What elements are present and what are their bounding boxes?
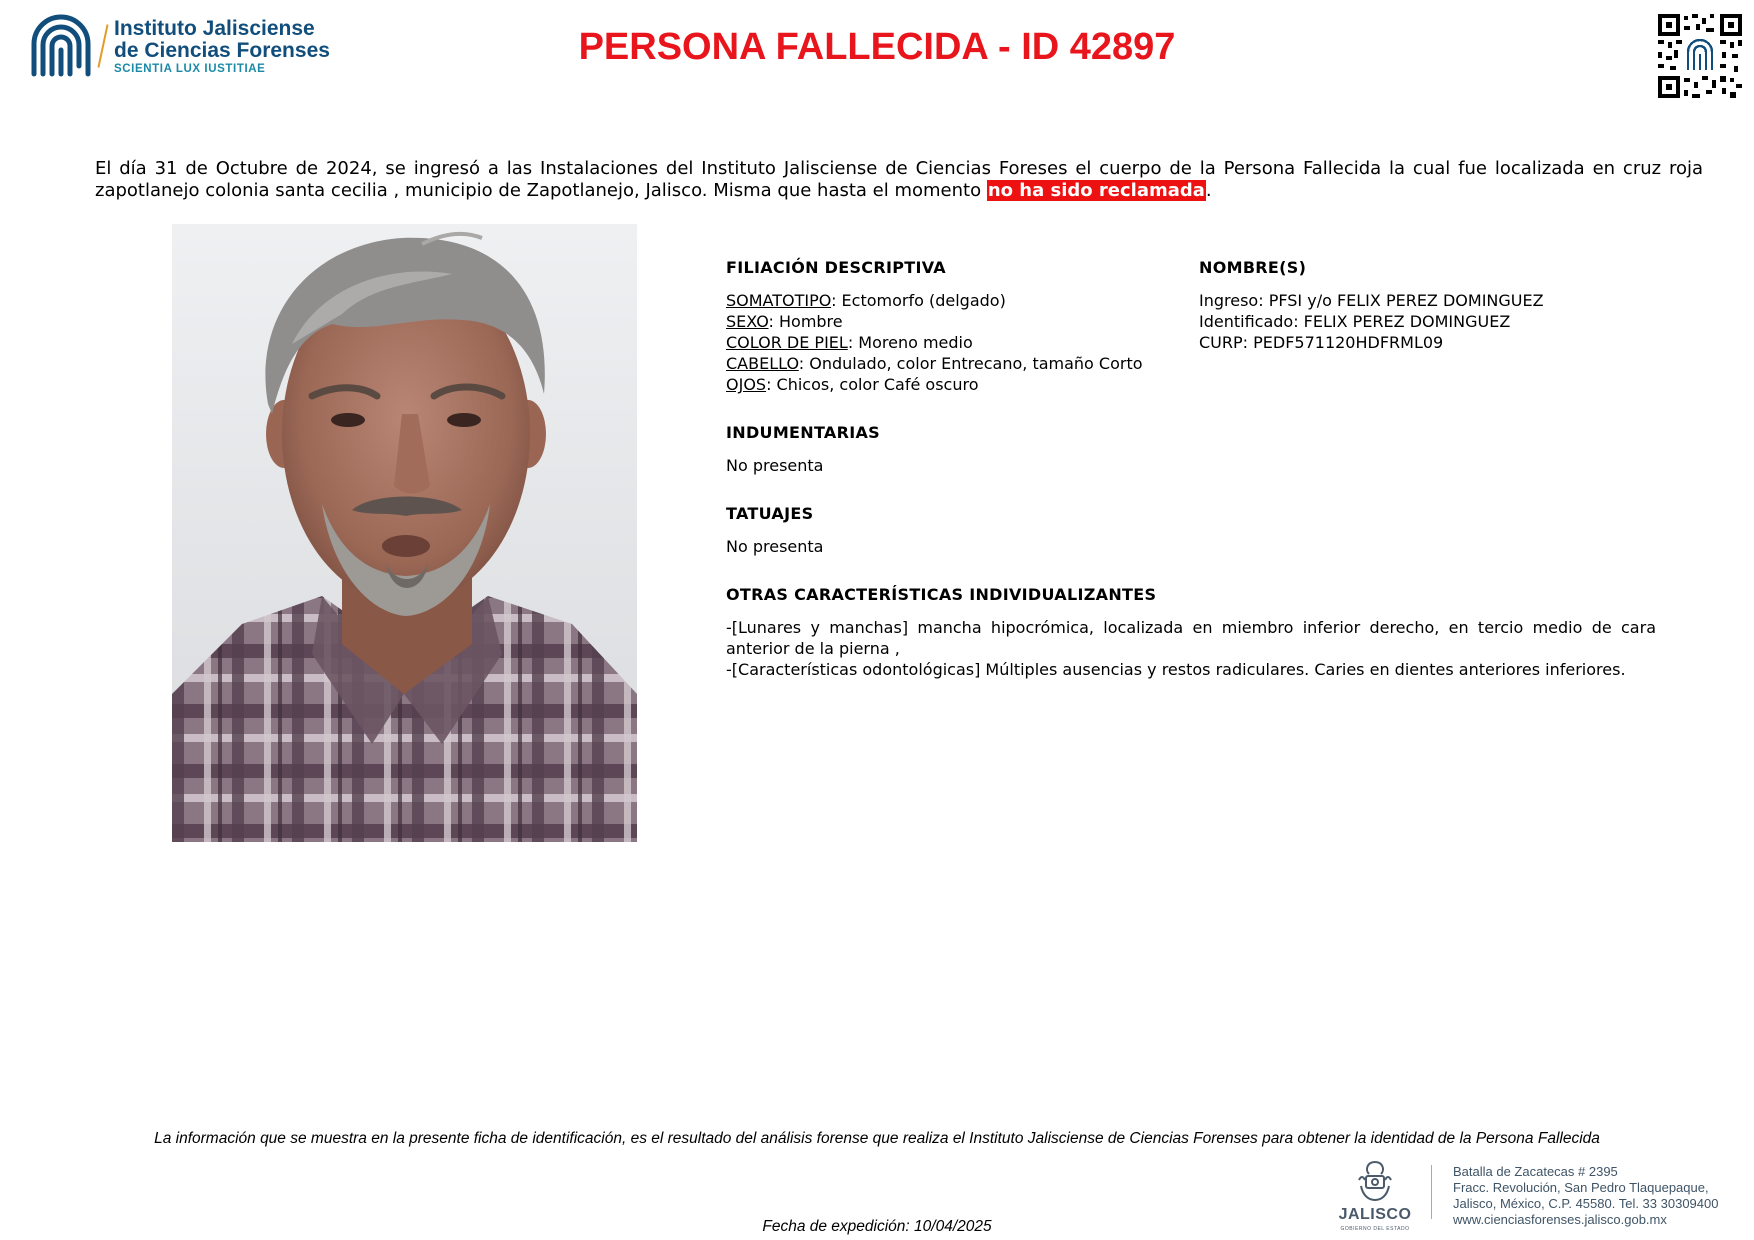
expedition-date: Fecha de expedición: 10/04/2025 [762,1218,992,1235]
nombres-heading: NOMBRE(S) [1199,258,1307,277]
tatuajes-value: No presenta [726,537,824,556]
filiacion-value: : Hombre [768,312,843,331]
filiacion-label: COLOR DE PIEL [726,333,848,352]
qr-code-icon[interactable] [1658,14,1742,98]
filiacion-value: : Moreno medio [847,333,973,352]
filiacion-heading: FILIACIÓN DESCRIPTIVA [726,258,946,277]
nombre-line: CURP: PEDF571120HDFRML09 [1199,333,1444,352]
jalisco-name: JALISCO [1338,1206,1412,1223]
tatuajes-heading: TATUAJES [726,504,814,523]
nombres-list [1199,290,1699,353]
institute-motto: SCIENTIA LUX IUSTITIAE [114,63,266,75]
address-line: Fracc. Revolución, San Pedro Tlaquepaque, [1453,1180,1709,1195]
address-line: Batalla de Zacatecas # 2395 [1453,1164,1618,1179]
institute-name-line2: de Ciencias Forenses [114,39,330,62]
institute-address [1453,1164,1718,1228]
address-line[interactable]: www.cienciasforenses.jalisco.gob.mx [1453,1212,1667,1227]
filiacion-item [726,374,1182,395]
filiacion-label: SOMATOTIPO [726,291,832,310]
details-right-column [1199,258,1699,353]
intro-paragraph [95,158,1703,202]
jalisco-government-logo [1330,1158,1420,1234]
intro-end: . [1205,180,1212,201]
filiacion-item [726,353,1182,374]
unclaimed-highlight: no ha sido reclamada [987,180,1205,201]
filiacion-list [726,290,1182,395]
address-line: Jalisco, México, C.P. 45580. Tel. 33 30309400 [1453,1196,1719,1211]
intro-text: El día 31 de Octubre de 2024, se ingresó a las Instalaciones del Instituto Jalisciense de Ciencias Foreses el cuerpo de la Persona Fallecida la cual fue localizada en cruz roja zapotlanejo colonia santa cecilia , municipio de Zapotlanejo, Jalisco. Misma que hasta el momento [95,158,1703,201]
filiacion-label: CABELLO [726,354,799,373]
filiacion-label: SEXO [726,312,769,331]
filiacion-item [726,311,1182,332]
nombre-line: Ingreso: PFSI y/o FELIX PEREZ DOMINGUEZ [1199,291,1544,310]
page-title: PERSONA FALLECIDA - ID 42897 [578,26,1176,68]
filiacion-value: : Ondulado, color Entrecano, tamaño Corto [798,354,1143,373]
filiacion-value: : Chicos, color Café oscuro [766,375,979,394]
filiacion-label: OJOS [726,375,767,394]
institute-name-line1: Instituto Jalisciense [114,17,315,40]
indumentarias-value: No presenta [726,456,824,475]
otras-line: -[Características odontológicas] Múltiples ausencias y restos radiculares. Caries en dientes anteriores inferiores. [726,660,1626,679]
otras-line: -[Lunares y manchas] mancha hipocrómica, localizada en miembro inferior derecho, en tercio medio de cara anterior de la pierna , [726,618,1656,658]
footer-divider [1431,1165,1432,1219]
filiacion-item [726,290,1182,311]
indumentarias-heading: INDUMENTARIAS [726,423,880,442]
footer-disclaimer: La información que se muestra en la presente ficha de identificación, es el resultado del análisis forense que realiza el Instituto Jalisciense de Ciencias Forenses para obtener la identidad de la Persona Fallecida [154,1130,1600,1147]
otras-text [726,617,1656,680]
filiacion-item [726,332,1182,353]
jalisco-shield-icon [1355,1158,1395,1204]
deceased-person-photo [172,224,637,842]
otras-heading: OTRAS CARACTERÍSTICAS INDIVIDUALIZANTES [726,585,1157,604]
filiacion-value: : Ectomorfo (delgado) [831,291,1006,310]
jalisco-subtitle: GOBIERNO DEL ESTADO [1340,1226,1410,1232]
nombre-line: Identificado: FELIX PEREZ DOMINGUEZ [1199,312,1511,331]
